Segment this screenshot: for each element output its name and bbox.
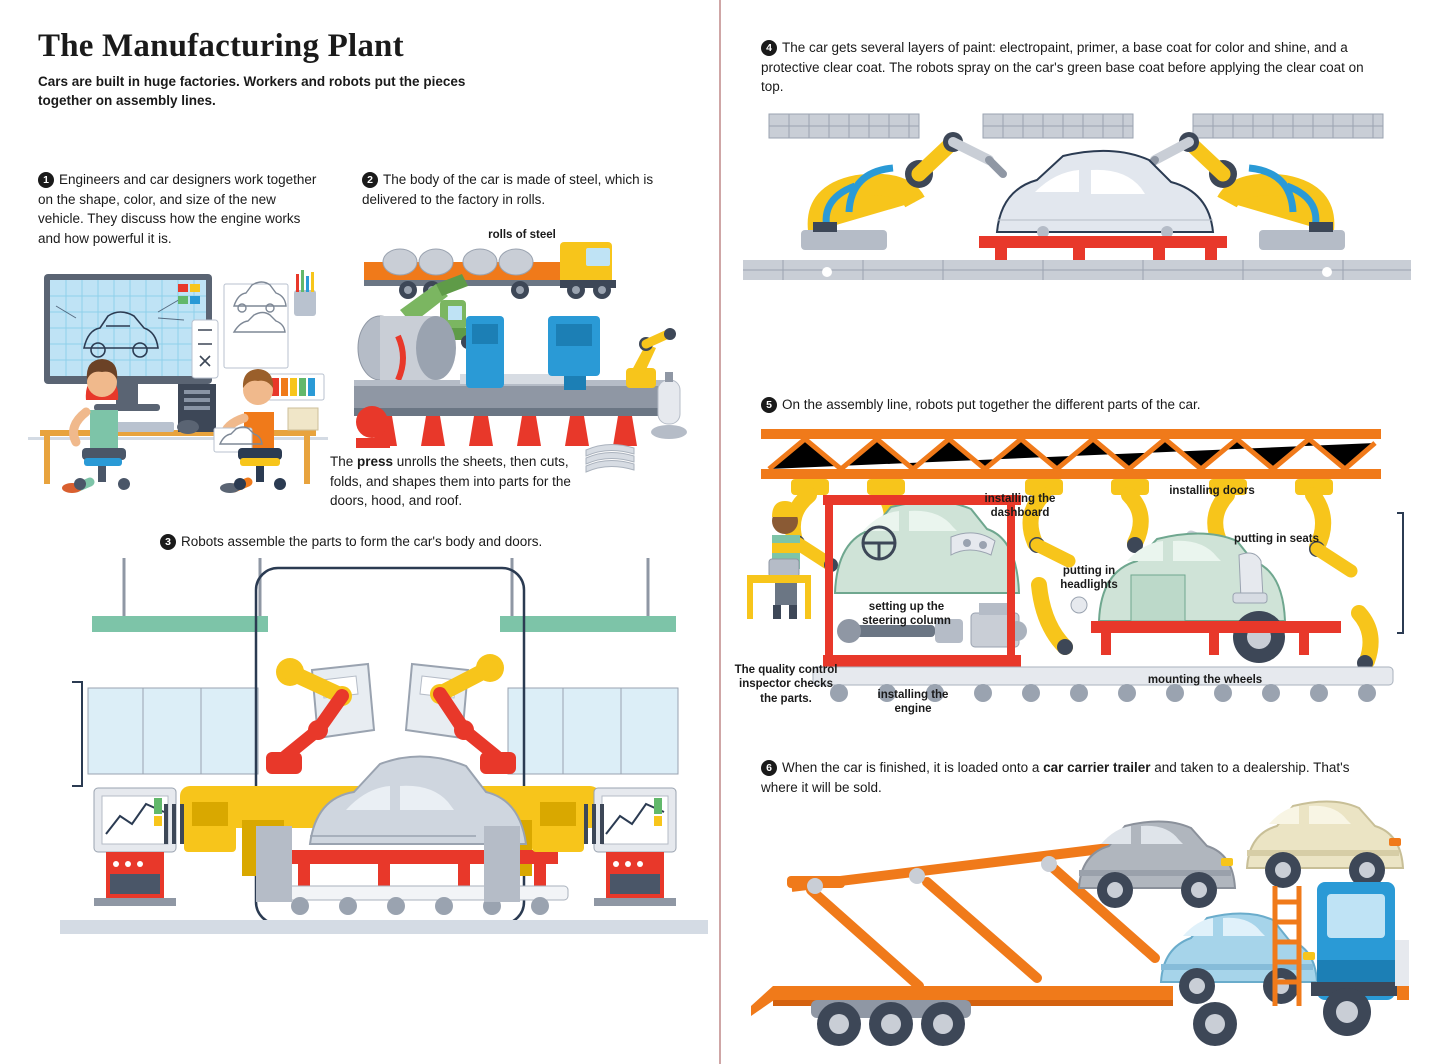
step-6-body-before: When the car is finished, it is loaded onto a: [782, 760, 1044, 775]
press-caption-bold: press: [357, 454, 394, 469]
press-caption-before: The: [330, 454, 358, 469]
illustration-designers: [28, 262, 328, 497]
label-installing-doors: installing doors: [1169, 485, 1255, 497]
step-6-number: 6: [761, 760, 777, 776]
label-installing-the-engine: installing the engine: [877, 689, 949, 716]
ceiling-vents: [769, 114, 1383, 138]
step-3-text: [160, 532, 620, 552]
control-console-right: [594, 788, 676, 906]
paint-robot-left: [801, 132, 1003, 250]
label-rolls-of-steel: rolls of steel: [488, 229, 556, 241]
steel-sheet-stack: [586, 444, 634, 472]
step-5-number: 5: [761, 397, 777, 413]
step-3-body: Robots assemble the parts to form the car's body and doors.: [181, 534, 543, 549]
illustration-car-carrier: [751, 790, 1411, 1050]
step-2-number: 2: [362, 172, 378, 188]
conveyor-supports: [373, 416, 637, 446]
engine-block: [971, 603, 1027, 647]
car-wheel: [1233, 611, 1285, 663]
step-4-number: 4: [761, 40, 777, 56]
press-drum: [358, 316, 456, 380]
label-putting-in-seats: putting in seats: [1234, 533, 1319, 545]
step-2-text: [362, 170, 682, 209]
car-cream: [1247, 801, 1403, 888]
page-subtitle: Cars are built in huge factories. Workers and robots put the pieces together on assembly lines.: [38, 74, 466, 109]
car-blue: [1161, 913, 1317, 1004]
truck-cab: [1311, 882, 1409, 1036]
trailer-wheels: [811, 1000, 1237, 1046]
step-3-number: 3: [160, 534, 176, 550]
steel-delivery-truck: [364, 242, 616, 299]
step-2-body: The body of the car is made of steel, which is delivered to the factory in rolls.: [362, 172, 654, 207]
label-quality-inspector: The quality control inspector checks the parts.: [734, 664, 838, 705]
step-5-text: [761, 395, 1381, 415]
step-5-body: On the assembly line, robots put together the different parts of the car.: [782, 397, 1201, 412]
step-6-body-after: and taken to a dealership. That's where it will be sold.: [761, 760, 1350, 795]
left-page: [0, 0, 719, 1064]
illustration-body-shop: [60, 558, 708, 958]
page-title: The Manufacturing Plant: [38, 28, 404, 64]
step-6-body-bold: car carrier trailer: [1043, 760, 1151, 775]
car-body-painted: [997, 151, 1213, 238]
control-console-left: [94, 788, 176, 906]
step-1-body: Engineers and car designers work together on the shape, color, and size of the new vehicle. They discuss how the engine works and how powerful it is.: [38, 172, 317, 246]
step-1-text: [38, 170, 323, 248]
label-installing-dashboard: installing the dashboard: [984, 493, 1056, 520]
step-4-body: The car gets several layers of paint: electropaint, primer, a base coat for color and shine, and a protective clear coat. The robots spray on the car's green base coat before applying the clear coat on top.: [761, 40, 1364, 95]
step-1-number: 1: [38, 172, 54, 188]
label-mounting-the-wheels: mounting the wheels: [1147, 674, 1263, 686]
press-caption-after: unrolls the sheets, then cuts, folds, and shapes them into parts for the doors, hood, and roof.: [330, 454, 571, 509]
press-caption: [330, 452, 575, 511]
glass-panels: [88, 688, 678, 774]
right-page: [721, 0, 1445, 1064]
car-gray: [1079, 821, 1235, 908]
step-4-text: [761, 38, 1381, 97]
label-setting-up-steering-column: setting up the steering column: [862, 601, 951, 628]
label-putting-in-headlights: putting in headlights: [1060, 565, 1118, 592]
illustration-paint-booth: [743, 108, 1411, 288]
